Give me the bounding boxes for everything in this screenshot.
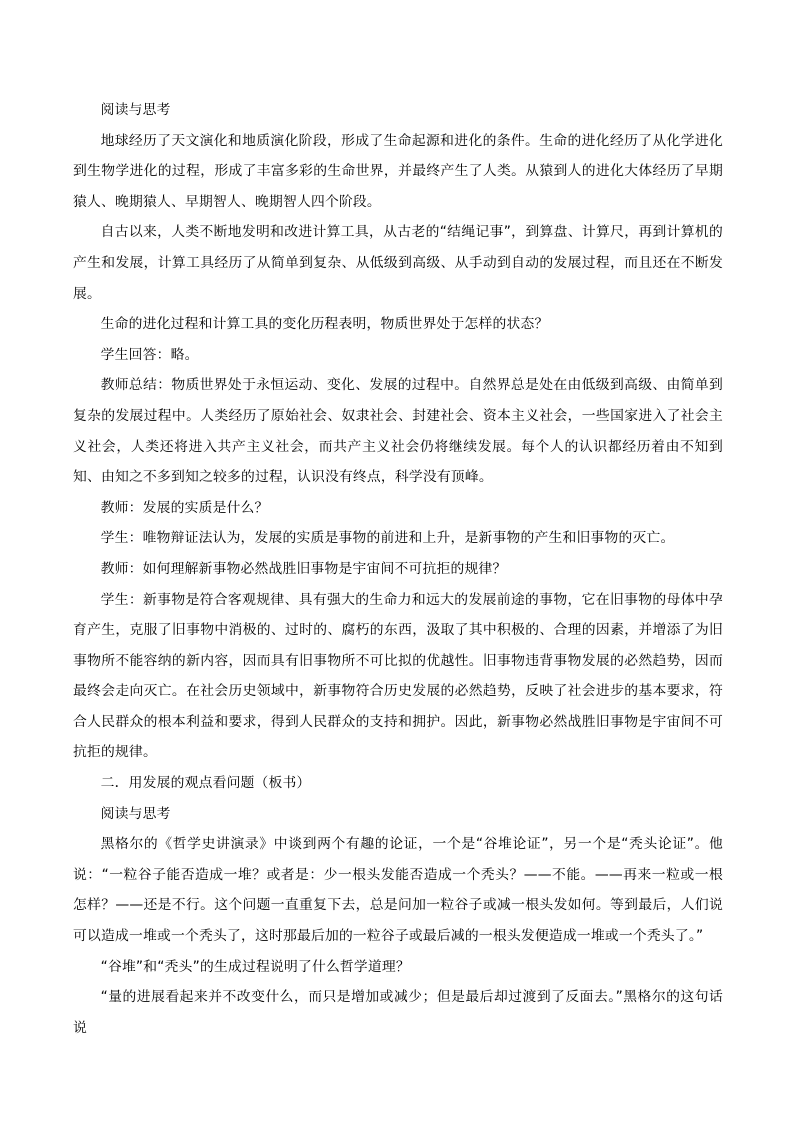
teacher-question-essence: 教师：发展的实质是什么？: [100, 499, 269, 516]
student-answer-new-things: 学生：新事物是符合客观规律、具有强大的生命力和远大的发展前途的事物，它在旧事物的母体中孕育产生，克服了旧事物中消极的、过时的、腐朽的东西，汲取了其中积极的、合理的因素，并增添了为旧事物所不能容纳的新内容，因而具有旧事物所不可比拟的优越性。旧事物违背事物发展的必然趋势，因而最终会走向灭亡。在社会历史领域中，新事物符合历史发展的必然趋势，反映了社会进步的基本要求，符合人民群众的根本利益和要求，得到人民群众的支持和拥护。因此，新事物必然战胜旧事物是宇宙间不可抗拒的规律。: [73, 591, 723, 761]
paragraph-hegel-quote: “量的进展看起来并不改变什么，而只是增加或减少；但是最后却过渡到了反面去。”黑格尔的这句话说: [73, 989, 723, 1036]
student-answer: 学生回答：略。: [100, 346, 199, 363]
paragraph-hegel-arguments: 黑格尔的《哲学史讲演录》中谈到两个有趣的论证，一个是“谷堆论证”，另一个是“秃头论证”。他说：“一粒谷子能否造成一堆？或者是：少一根头发能否造成一个秃头？——不能。——再来一粒或一根怎样？——还是不行。这个问题一直重复下去，总是问加一粒谷子或减一根头发如何。等到最后，人们说可以造成一堆或一个秃头了，这时那最后加的一粒谷子或最后减的一根头发便造成一堆或一个秃头了。”: [73, 836, 723, 945]
student-answer-essence: 学生：唯物辩证法认为，发展的实质是事物的前进和上升，是新事物的产生和旧事物的灭亡。: [100, 530, 675, 547]
teacher-question-new-things: 教师：如何理解新事物必然战胜旧事物是宇宙间不可抗拒的规律？: [100, 560, 507, 577]
section-heading-reading: 阅读与思考: [100, 102, 171, 118]
question-philosophy: “谷堆”和“秃头”的生成过程说明了什么哲学道理？: [100, 958, 410, 975]
paragraph-earth-evolution: 地球经历了天文演化和地质演化阶段，形成了生命起源和进化的条件。生命的进化经历了从化学进化到生物学进化的过程，形成了丰富多彩的生命世界，并最终产生了人类。从猿到人的进化大体经历了早期猿人、晚期猿人、早期智人、晚期智人四个阶段。: [73, 132, 723, 210]
paragraph-computing-tools: 自古以来，人类不断地发明和改进计算工具，从古老的“结绳记事”，到算盘、计算尺，再到计算机的产生和发展，计算工具经历了从简单到复杂、从低级到高级、从手动到自动的发展过程，而且还在不断发展。: [73, 224, 723, 302]
document-body: [73, 95, 723, 1043]
section-heading-reading-2: 阅读与思考: [100, 805, 171, 822]
teacher-summary: 教师总结：物质世界处于永恒运动、变化、发展的过程中。自然界总是处在由低级到高级、由简单到复杂的发展过程中。人类经历了原始社会、奴隶社会、封建社会、资本主义社会，一些国家进入了社会主义社会，人类还将进入共产主义社会，而共产主义社会仍将继续发展。每个人的认识都经历着由不知到知、由知之不多到知之较多的过程，认识没有终点，科学没有顶峰。: [73, 377, 723, 486]
question-material-world: 生命的进化过程和计算工具的变化历程表明，物质世界处于怎样的状态？: [100, 316, 549, 333]
section-heading-development-view: 二．用发展的观点看问题（板书）: [100, 775, 311, 792]
